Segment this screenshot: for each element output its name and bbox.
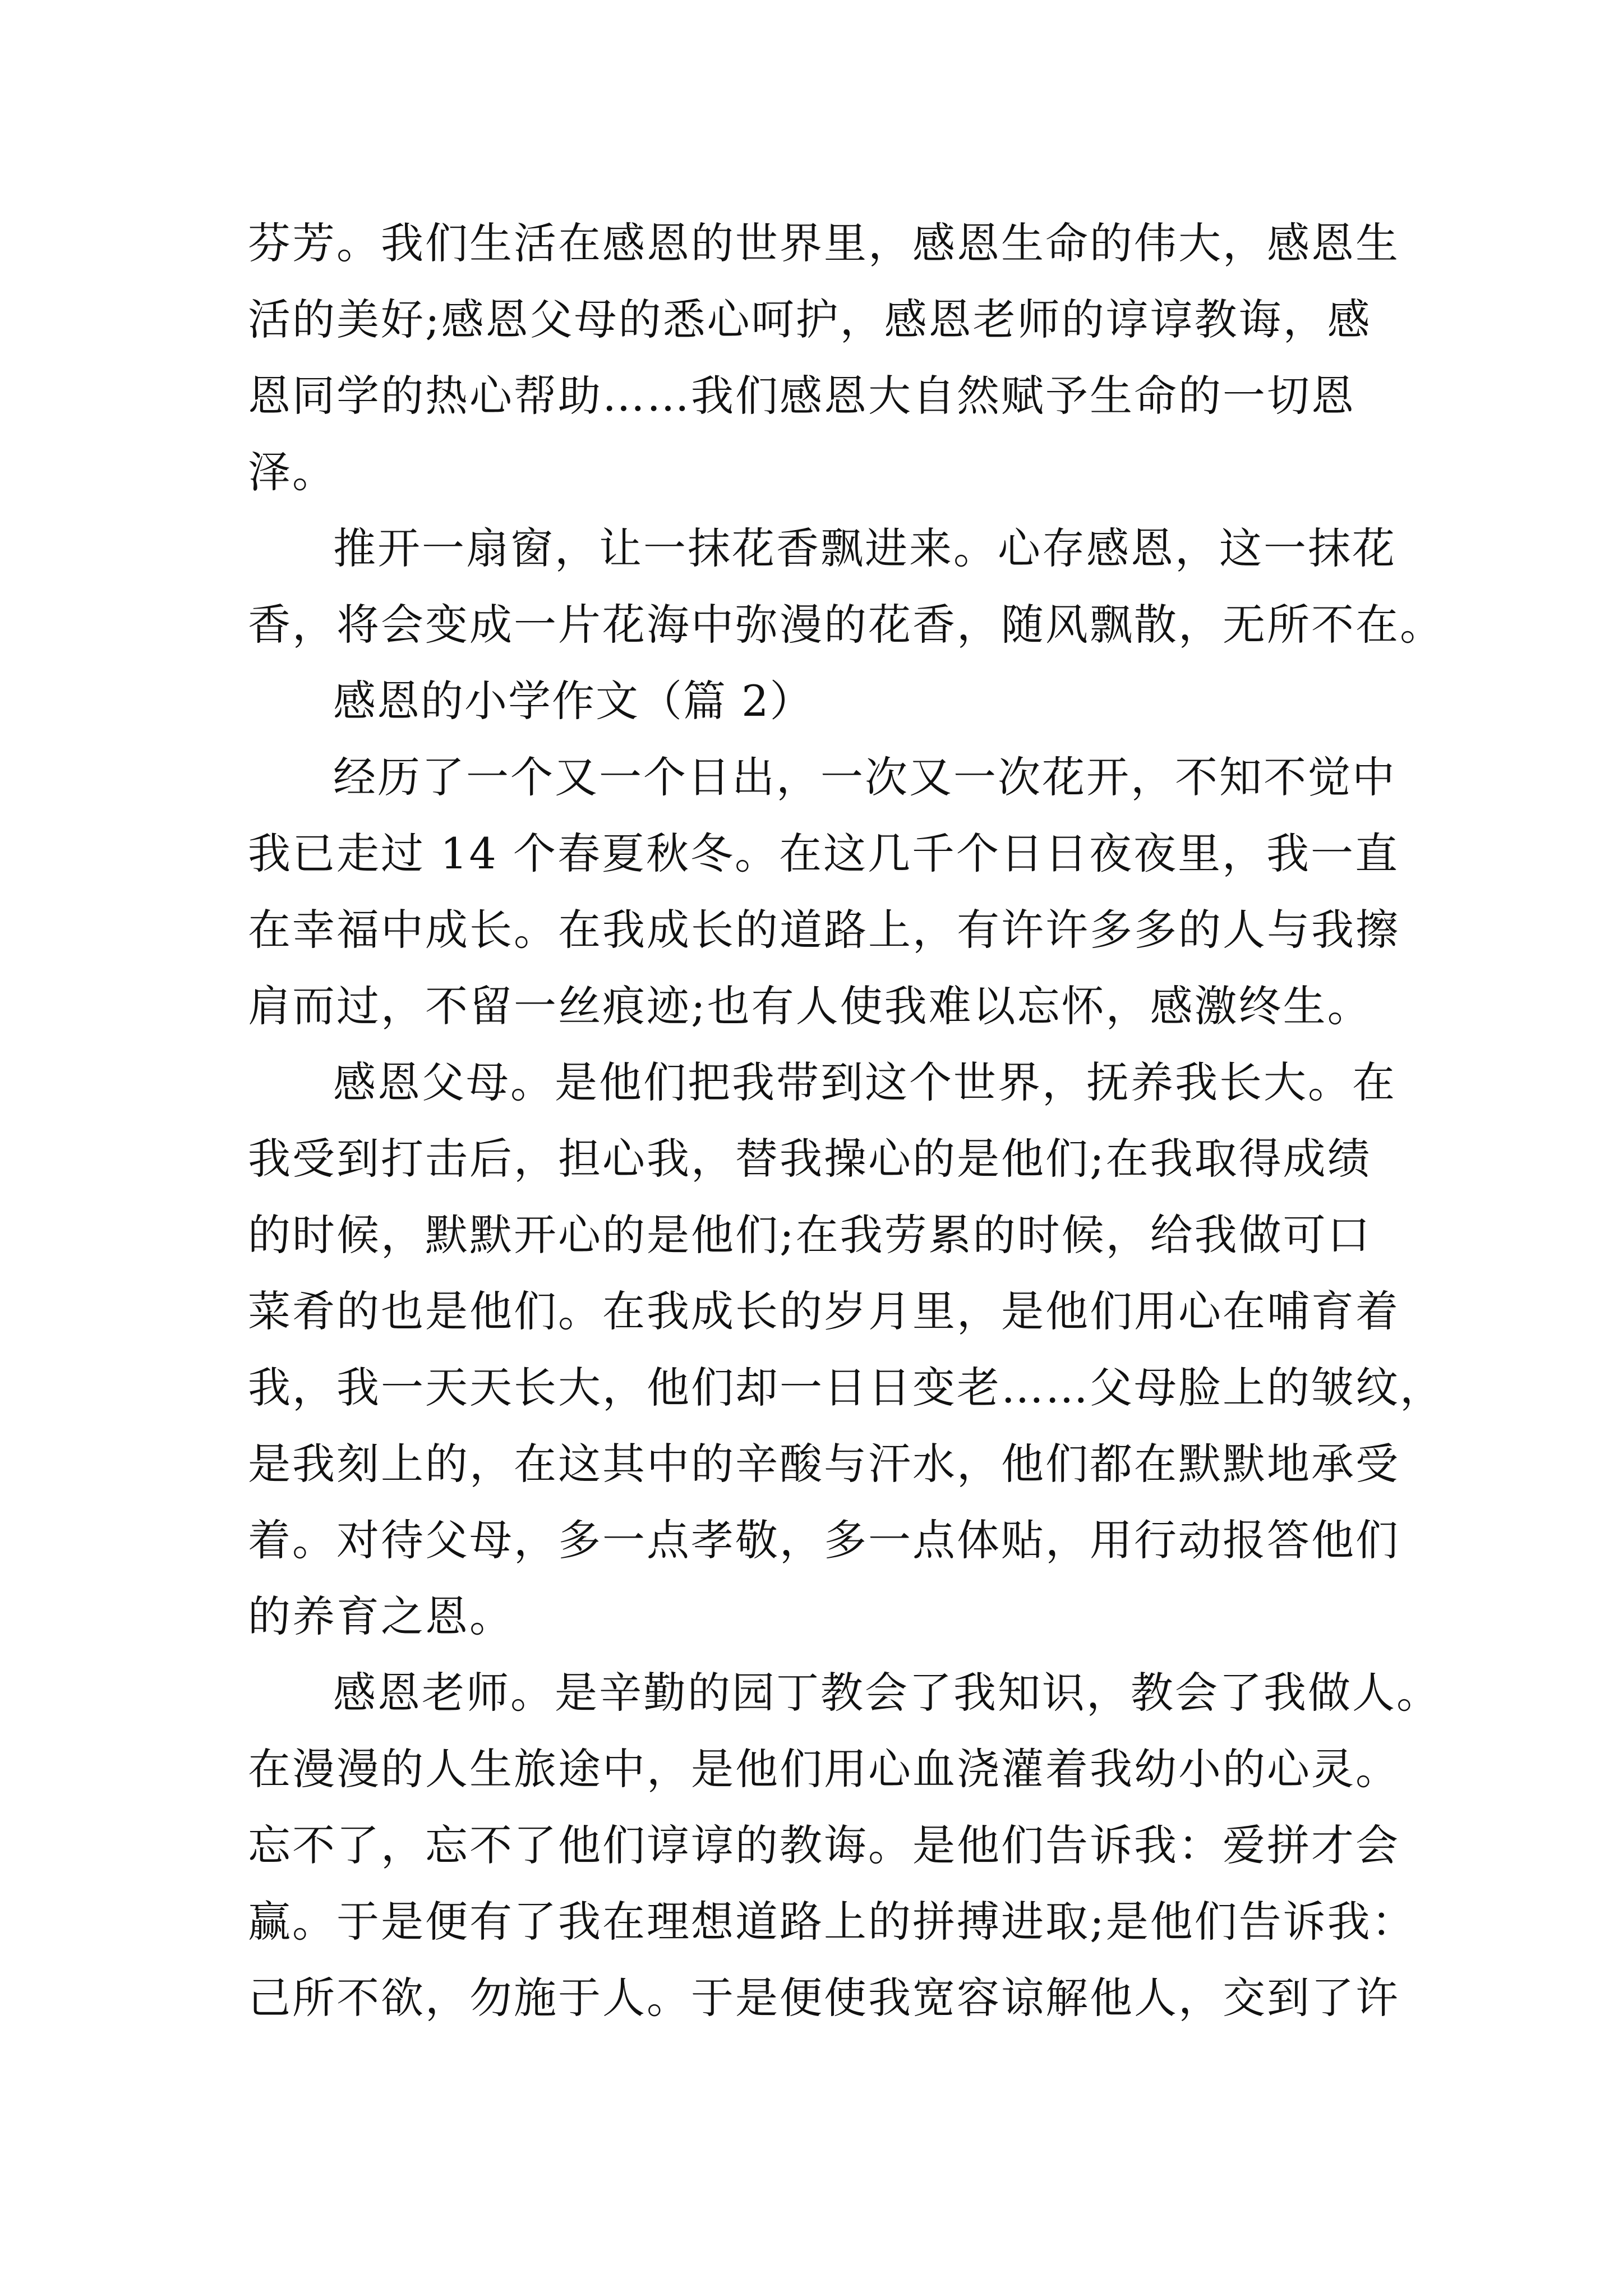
text-line-20: 感恩老师。是辛勤的园丁教会了我知识，教会了我做人。 xyxy=(333,1668,1441,1718)
text-line-9: 我已走过 14 个春夏秋冬。在这几千个日日夜夜里，我一直 xyxy=(248,829,1400,878)
text-line-19: 的养育之恩。 xyxy=(248,1591,514,1641)
text-line-11: 肩而过，不留一丝痕迹;也有人使我难以忘怀，感激终生。 xyxy=(248,981,1372,1031)
text-line-14: 的时候，默默开心的是他们;在我劳累的时候，给我做可口 xyxy=(248,1210,1372,1260)
text-line-24: 己所不欲，勿施于人。于是便使我宽容谅解他人，交到了许 xyxy=(248,1973,1400,2023)
text-line-15: 菜肴的也是他们。在我成长的岁月里，是他们用心在哺育着 xyxy=(248,1286,1400,1336)
text-line-10: 在幸福中成长。在我成长的道路上，有许许多多的人与我擦 xyxy=(248,905,1400,955)
text-line-23: 赢。于是便有了我在理想道路上的拼搏进取;是他们告诉我： xyxy=(248,1897,1416,1947)
text-line-21: 在漫漫的人生旅途中，是他们用心血浇灌着我幼小的心灵。 xyxy=(248,1744,1400,1794)
text-line-2: 活的美好;感恩父母的悉心呵护，感恩老师的谆谆教诲，感 xyxy=(248,295,1372,344)
text-line-12: 感恩父母。是他们把我带到这个世界，抚养我长大。在 xyxy=(333,1057,1396,1107)
text-line-8: 经历了一个又一个日出，一次又一次花开，不知不觉中 xyxy=(333,752,1396,802)
text-line-16: 我，我一天天长大，他们却一日日变老……父母脸上的皱纹， xyxy=(248,1363,1444,1412)
text-line-4: 泽。 xyxy=(248,447,336,497)
text-line-3: 恩同学的热心帮助……我们感恩大自然赋予生命的一切恩 xyxy=(248,371,1355,421)
text-line-17: 是我刻上的，在这其中的辛酸与汗水，他们都在默默地承受 xyxy=(248,1439,1400,1489)
essay-text xyxy=(248,205,1444,2036)
section-heading: 感恩的小学作文（篇 2） xyxy=(333,676,814,726)
text-line-1: 芬芳。我们生活在感恩的世界里，感恩生命的伟大，感恩生 xyxy=(248,218,1400,268)
text-line-6: 香，将会变成一片花海中弥漫的花香，随风飘散，无所不在。 xyxy=(248,600,1444,650)
text-line-22: 忘不了，忘不了他们谆谆的教诲。是他们告诉我：爱拼才会 xyxy=(248,1820,1400,1870)
text-line-18: 着。对待父母，多一点孝敬，多一点体贴，用行动报答他们 xyxy=(248,1515,1400,1565)
text-line-13: 我受到打击后，担心我，替我操心的是他们;在我取得成绩 xyxy=(248,1134,1372,1184)
text-line-5: 推开一扇窗，让一抹花香飘进来。心存感恩，这一抹花 xyxy=(333,523,1396,573)
